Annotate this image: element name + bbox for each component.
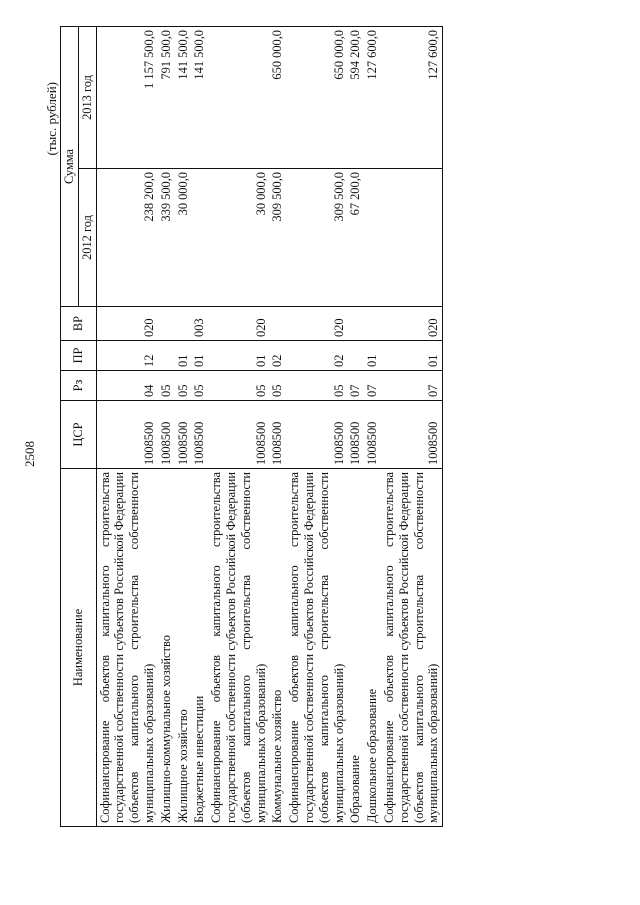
page-number: 2508 [22,441,37,467]
header-rz: Рз [61,371,97,401]
row-amount-2012: 309 500,0 [286,169,347,307]
header-name: Наименование [61,469,97,827]
row-pr: 01 [364,341,381,371]
row-pr: 02 [286,341,347,371]
row-vr [158,307,175,341]
row-amount-2013: 594 200,0 [347,27,364,169]
row-name: Софинансирование объектов капитального строительства государственной собственности субъектов Российской Федерации (объектов капитального строительства собственности муниципальных образований) [286,469,347,827]
row-pr [347,341,364,371]
row-amount-2013: 127 600,0 [381,27,443,169]
row-amount-2012 [191,169,208,307]
row-csr: 1008500 [96,401,158,469]
table-row [175,27,192,827]
row-rz: 04 [96,371,158,401]
header-sum: Сумма [61,27,79,307]
row-name: Софинансирование объектов капитального строительства государственной собственности субъектов Российской Федерации (объектов капитального строительства собственности муниципальных образований) [208,469,269,827]
header-pr: ПР [61,341,97,371]
row-csr: 1008500 [269,401,286,469]
row-amount-2012 [364,169,381,307]
header-row [61,27,79,827]
row-rz: 05 [191,371,208,401]
row-vr [269,307,286,341]
row-amount-2012: 30 000,0 [208,169,269,307]
row-amount-2012: 30 000,0 [175,169,192,307]
row-rz: 05 [269,371,286,401]
header-2013: 2013 год [78,27,96,169]
row-amount-2012: 238 200,0 [96,169,158,307]
row-vr: 020 [381,307,443,341]
row-vr [175,307,192,341]
row-vr [347,307,364,341]
row-amount-2012: 309 500,0 [269,169,286,307]
table-row [286,27,347,827]
row-pr: 01 [381,341,443,371]
row-csr: 1008500 [347,401,364,469]
row-name: Бюджетные инвестиции [191,469,208,827]
row-vr: 020 [96,307,158,341]
table-row [269,27,286,827]
row-amount-2013: 141 500,0 [191,27,208,169]
row-amount-2013: 141 500,0 [175,27,192,169]
row-pr: 02 [269,341,286,371]
row-name: Софинансирование объектов капитального строительства государственной собственности субъектов Российской Федерации (объектов капитального строительства собственности муниципальных образований) [381,469,443,827]
row-pr: 01 [191,341,208,371]
row-csr: 1008500 [175,401,192,469]
row-rz: 05 [208,371,269,401]
header-2012: 2012 год [78,169,96,307]
row-name: Дошкольное образование [364,469,381,827]
row-amount-2013: 650 000,0 [286,27,347,169]
table-row [364,27,381,827]
table-row [381,27,443,827]
row-vr: 003 [191,307,208,341]
row-amount-2012 [381,169,443,307]
header-vr: ВР [61,307,97,341]
table-row [96,27,158,827]
row-name: Образование [347,469,364,827]
row-pr: 12 [96,341,158,371]
row-rz: 07 [364,371,381,401]
header-csr: ЦСР [61,401,97,469]
row-name: Коммунальное хозяйство [269,469,286,827]
budget-table [60,26,443,827]
row-pr: 01 [175,341,192,371]
row-csr: 1008500 [286,401,347,469]
row-amount-2013: 1 157 500,0 [96,27,158,169]
row-pr: 01 [208,341,269,371]
table-row [158,27,175,827]
row-rz: 07 [381,371,443,401]
row-csr: 1008500 [364,401,381,469]
row-rz: 05 [158,371,175,401]
row-vr: 020 [208,307,269,341]
row-name: Жилищно-коммунальное хозяйство [158,469,175,827]
row-vr [364,307,381,341]
row-amount-2012: 67 200,0 [347,169,364,307]
row-csr: 1008500 [381,401,443,469]
row-name: Софинансирование объектов капитального строительства государственной собственности субъектов Российской Федерации (объектов капитального строительства собственности муниципальных образований) [96,469,158,827]
row-amount-2013 [208,27,269,169]
row-name: Жилищное хозяйство [175,469,192,827]
row-csr: 1008500 [158,401,175,469]
row-rz: 05 [286,371,347,401]
row-csr: 1008500 [191,401,208,469]
row-csr: 1008500 [208,401,269,469]
units-label: (тыс. рублей) [44,82,59,156]
row-amount-2013: 127 600,0 [364,27,381,169]
row-amount-2012: 339 500,0 [158,169,175,307]
table-body [96,27,443,827]
row-amount-2013: 650 000,0 [269,27,286,169]
table-row [208,27,269,827]
row-amount-2013: 791 500,0 [158,27,175,169]
table-row [347,27,364,827]
row-rz: 05 [175,371,192,401]
row-vr: 020 [286,307,347,341]
row-pr [158,341,175,371]
row-rz: 07 [347,371,364,401]
table-row [191,27,208,827]
